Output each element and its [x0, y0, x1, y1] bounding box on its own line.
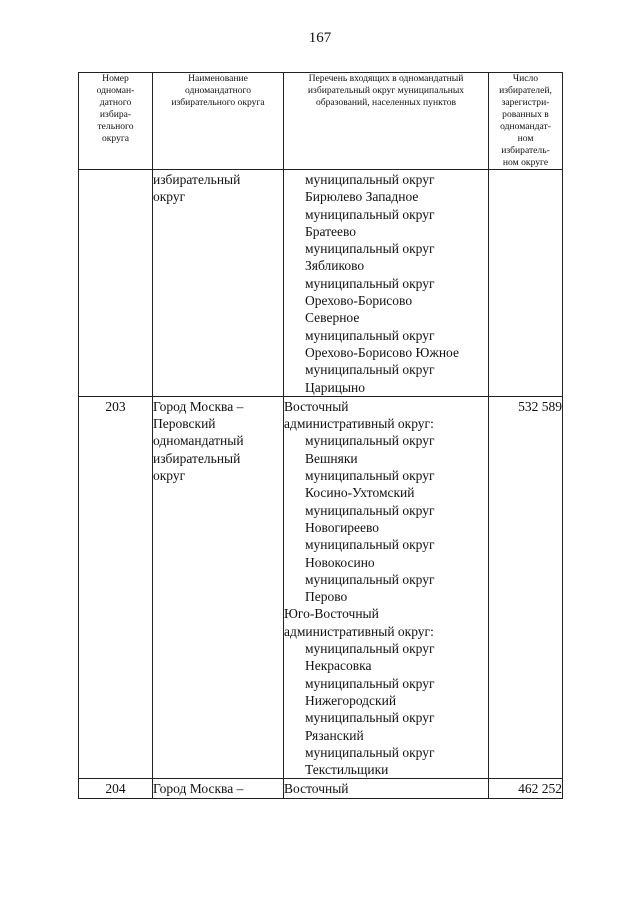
municipality-line: муниципальный округ — [305, 241, 435, 257]
header-line: ном — [517, 133, 534, 144]
table-body — [79, 170, 563, 799]
electoral-districts-table — [78, 72, 563, 799]
header-voter-count — [489, 73, 563, 170]
district-number-cell: 203 — [79, 396, 153, 779]
header-line: одноман- — [96, 85, 135, 96]
district-name-cell — [153, 396, 284, 779]
municipality-line: муниципальный округ — [305, 502, 435, 518]
municipality-line: муниципальный округ — [305, 744, 435, 760]
header-line: образований, населенных пунктов — [315, 97, 457, 108]
municipality-line: муниципальный округ — [305, 468, 435, 484]
municipality-line: муниципальный округ — [305, 433, 435, 449]
header-line: зарегистри- — [501, 97, 550, 108]
table-header-row — [79, 73, 563, 170]
municipality-line: Вешняки — [305, 450, 358, 466]
voter-count-cell — [489, 170, 563, 397]
municipality-line: Некрасовка — [305, 658, 372, 674]
header-line: тельного — [97, 121, 134, 132]
district-number-cell: 204 — [79, 779, 153, 798]
district-name-line: избирательный — [153, 172, 241, 187]
municipality-line: муниципальный округ — [305, 206, 435, 222]
municipality-line: Текстильщики — [305, 762, 389, 778]
municipality-line: муниципальный округ — [305, 172, 435, 187]
district-name-line: Город Москва – — [153, 781, 244, 797]
municipality-line: муниципальный округ — [305, 641, 435, 657]
municipality-line: Братеево — [305, 223, 357, 239]
municipality-line: Новогиреево — [305, 519, 380, 535]
municipality-line: муниципальный округ — [305, 675, 435, 691]
municipality-line: Зябликово — [305, 258, 365, 274]
municipalities-cell — [284, 779, 489, 798]
header-line: ном округе — [502, 157, 549, 168]
header-line: одномандатного — [184, 85, 252, 96]
header-line: Наименование — [188, 73, 248, 84]
header-line: избира- — [99, 109, 132, 120]
municipality-line: муниципальный округ — [305, 710, 435, 726]
municipality-line: Нижегородский — [305, 692, 397, 708]
district-name-line: Перовский — [153, 416, 216, 432]
municipality-line: Орехово-Борисово Южное — [305, 344, 459, 360]
header-district-number — [79, 73, 153, 170]
municipality-line: Северное — [305, 310, 360, 326]
municipality-line: Перово — [305, 589, 348, 605]
district-name-cell — [153, 170, 284, 397]
district-number-cell — [79, 170, 153, 397]
header-line: избиратель- — [501, 145, 550, 156]
municipality-line: Новокосино — [305, 554, 375, 570]
municipality-line: Орехово-Борисово — [305, 293, 413, 309]
municipalities-cell — [284, 396, 489, 779]
municipality-line: муниципальный округ — [305, 362, 435, 378]
header-line: избирательный округ муниципальных — [307, 85, 465, 96]
table-row — [79, 779, 563, 798]
district-name-line: округ — [153, 189, 186, 205]
table-row — [79, 170, 563, 397]
municipality-line: Рязанский — [305, 727, 364, 743]
municipality-line: Косино-Ухтомский — [305, 485, 415, 501]
header-district-name — [153, 73, 284, 170]
municipality-line: муниципальный округ — [305, 275, 435, 291]
district-name-line: округ — [153, 468, 186, 484]
voter-count-cell: 462 252 — [489, 779, 563, 798]
header-line: избирательного округа — [171, 97, 265, 108]
admin-okrug-line: Юго-Восточный — [284, 606, 379, 622]
admin-okrug-line: административный округ: — [284, 623, 434, 639]
header-line: Перечень входящих в одномандатный — [308, 73, 464, 84]
municipality-line: муниципальный округ — [305, 571, 435, 587]
admin-okrug-line: Восточный — [284, 781, 349, 797]
municipality-line: муниципальный округ — [305, 537, 435, 553]
municipality-line: Бирюлево Западное — [305, 189, 419, 205]
admin-okrug-line: Восточный — [284, 398, 349, 414]
table-row — [79, 396, 563, 779]
header-line: одномандат- — [500, 121, 551, 132]
header-line: округа — [101, 133, 130, 144]
municipality-line: Царицыно — [305, 379, 365, 395]
header-line: рованных в — [502, 109, 549, 120]
municipalities-cell — [284, 170, 489, 397]
municipality-line: муниципальный округ — [305, 327, 435, 343]
header-line: Число — [512, 73, 539, 84]
voter-count-cell: 532 589 — [489, 396, 563, 779]
district-name-line: избирательный — [153, 450, 241, 466]
header-line: Номер — [102, 73, 129, 84]
header-line: избирателей, — [499, 85, 552, 96]
district-name-cell — [153, 779, 284, 798]
district-name-line: Город Москва – — [153, 398, 244, 414]
header-line: датного — [99, 97, 132, 108]
header-municipalities-list — [284, 73, 489, 170]
admin-okrug-line: административный округ: — [284, 416, 434, 432]
district-name-line: одномандатный — [153, 433, 244, 449]
page-number: 167 — [308, 30, 332, 46]
